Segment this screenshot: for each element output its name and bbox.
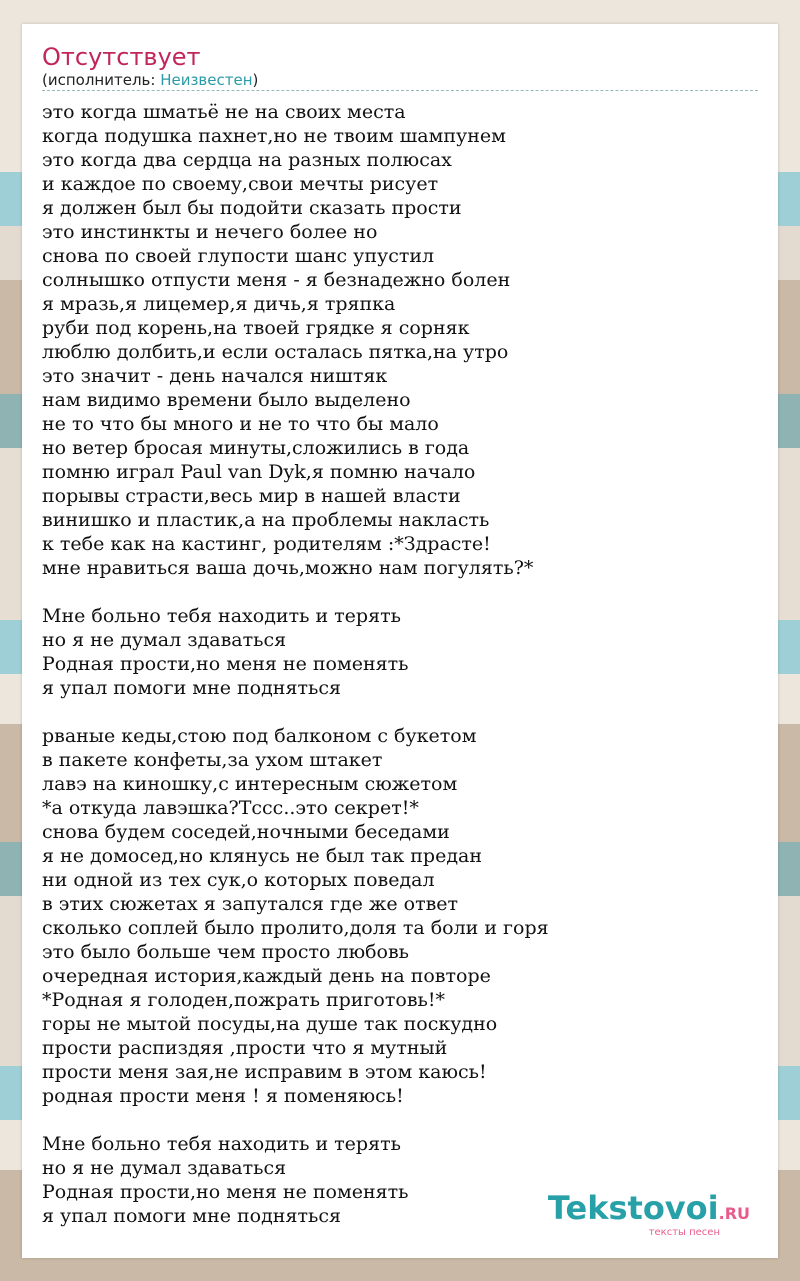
lyric-line: лавэ на киношку,с интересным сюжетом xyxy=(42,773,458,795)
lyric-line: горы не мытой посуды,на душе так поскудно xyxy=(42,1013,498,1035)
logo-tld: .RU xyxy=(718,1204,750,1223)
title-divider xyxy=(42,90,758,91)
lyric-line: прости меня зая,не исправим в этом каюсь! xyxy=(42,1061,487,1083)
lyric-line: родная прости меня ! я поменяюсь! xyxy=(42,1085,404,1107)
lyric-line: это когда два сердца на разных полюсах xyxy=(42,149,452,171)
lyrics-card xyxy=(22,24,778,1258)
lyric-line: порывы страсти,весь мир в нашей власти xyxy=(42,485,461,507)
lyric-line: это было больше чем просто любовь xyxy=(42,941,410,963)
logo-wordmark xyxy=(548,1191,750,1231)
lyric-line: Мне больно тебя находить и терять xyxy=(42,1133,401,1155)
logo-name: Tekstovoi xyxy=(547,1189,719,1227)
lyric-line xyxy=(42,700,762,724)
lyric-line: нам видимо времени было выделено xyxy=(42,389,411,411)
lyric-line xyxy=(42,580,762,604)
lyric-line: ни одной из тех сук,о которых поведал xyxy=(42,869,435,891)
lyric-line: снова будем соседей,ночными беседами xyxy=(42,821,450,843)
lyric-line: сколько соплей было пролито,доля та боли и горя xyxy=(42,917,549,939)
lyric-line: руби под корень,на твоей грядке я сорняк xyxy=(42,317,470,339)
lyrics-body xyxy=(42,100,762,1228)
lyric-line: я должен был бы подойти сказать прости xyxy=(42,197,462,219)
lyric-line: и каждое по своему,свои мечты рисует xyxy=(42,173,439,195)
lyric-line: мне нравиться ваша дочь,можно нам погулять?* xyxy=(42,557,534,579)
lyric-line: я не домосед,но клянусь не был так предан xyxy=(42,845,483,867)
lyric-line: я упал помоги мне подняться xyxy=(42,677,341,699)
artist-suffix: ) xyxy=(252,71,259,89)
lyric-line: снова по своей глупости шанс упустил xyxy=(42,245,435,267)
lyric-line: но я не думал здаваться xyxy=(42,629,287,651)
song-title: Отсутствует xyxy=(42,43,201,71)
lyric-line: прости распиздяя ,прости что я мутный xyxy=(42,1037,448,1059)
lyric-line: это когда шматьё не на своих места xyxy=(42,101,406,123)
lyric-line: не то что бы много и не то что бы мало xyxy=(42,413,439,435)
lyric-line: в этих сюжетах я запутался где же ответ xyxy=(42,893,459,915)
lyric-line: в пакете конфеты,за ухом штакет xyxy=(42,749,383,771)
lyric-line: но я не думал здаваться xyxy=(42,1157,287,1179)
lyric-line: я мразь,я лицемер,я дичь,я тряпка xyxy=(42,293,396,315)
lyric-line: помню играл Paul van Dyk,я помню начало xyxy=(42,461,476,483)
lyric-line: когда подушка пахнет,но не твоим шампунем xyxy=(42,125,506,147)
artist-line xyxy=(42,70,258,90)
lyric-line: люблю долбить,и если осталась пятка,на утро xyxy=(42,341,509,363)
lyric-line: это инстинкты и нечего более но xyxy=(42,221,378,243)
site-logo[interactable] xyxy=(548,1191,750,1238)
logo-tagline: тексты песен xyxy=(648,1227,720,1238)
lyric-line: *Родная я голоден,пожрать приготовь!* xyxy=(42,989,445,1011)
lyric-line: это значит - день начался ништяк xyxy=(42,365,388,387)
lyric-line: солнышко отпусти меня - я безнадежно болен xyxy=(42,269,511,291)
lyric-line: *а откуда лавэшка?Тссс..это секрет!* xyxy=(42,797,419,819)
lyric-line: Мне больно тебя находить и терять xyxy=(42,605,401,627)
lyric-line: Родная прости,но меня не поменять xyxy=(42,1181,409,1203)
lyric-line xyxy=(42,1108,762,1132)
lyric-line: к тебе как на кастинг, родителям :*Здрасте! xyxy=(42,533,491,555)
lyric-line: я упал помоги мне подняться xyxy=(42,1205,341,1227)
lyric-line: но ветер бросая минуты,сложились в года xyxy=(42,437,470,459)
artist-link[interactable]: Неизвестен xyxy=(160,71,253,89)
lyric-line: Родная прости,но меня не поменять xyxy=(42,653,409,675)
lyric-line: винишко и пластик,а на проблемы накласть xyxy=(42,509,490,531)
lyric-line: рваные кеды,стою под балконом с букетом xyxy=(42,725,477,747)
lyric-line: очередная история,каждый день на повторе xyxy=(42,965,491,987)
artist-prefix: (исполнитель: xyxy=(42,71,161,89)
